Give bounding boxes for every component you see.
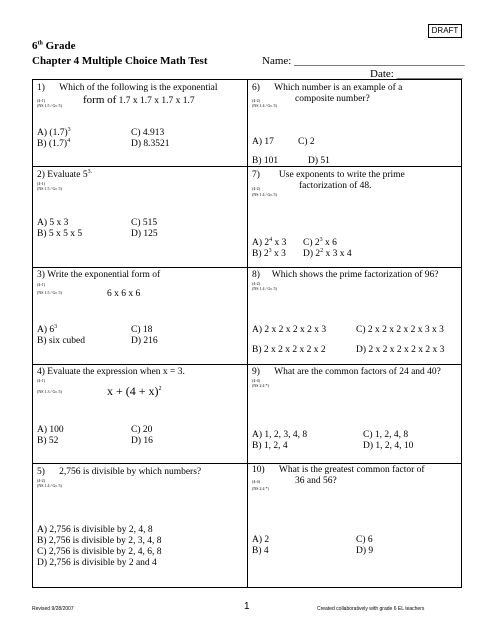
answer-d[interactable]: D) 1, 2, 4, 10 <box>363 441 414 451</box>
answer-d[interactable]: D) 51 <box>308 156 330 166</box>
answer-b[interactable]: B) 4 <box>252 546 269 556</box>
answer-d[interactable]: D) 2,756 is divisible by 2 and 4 <box>37 558 157 568</box>
answer-c[interactable]: C) 515 <box>131 218 158 228</box>
test-title: Chapter 4 Multiple Choice Math Test <box>32 55 208 67</box>
row-divider <box>33 364 461 365</box>
answer-d[interactable]: D) 125 <box>131 229 158 239</box>
answer-b[interactable]: B) 2,756 is divisible by 2, 3, 4, 8 <box>37 536 162 546</box>
answer-d[interactable]: D) $2^2$ x 3 x 4 <box>303 247 352 259</box>
answer-c[interactable]: C) 20 <box>131 425 153 435</box>
answer-c[interactable]: C) 1, 2, 4, 8 <box>363 430 409 440</box>
answer-b[interactable]: B) $(1.7)^4$ <box>37 137 71 149</box>
answer-c[interactable]: C) 2 <box>298 137 315 147</box>
answer-a[interactable]: A) $6^3$ <box>37 323 58 335</box>
page-number: 1 <box>244 601 250 612</box>
name-field[interactable]: Name: _______________________________ <box>262 55 465 67</box>
credit-line: Created collaboratively with grade 6 EL teachers <box>317 606 425 612</box>
answer-c[interactable]: C) 2 x 2 x 2 x 2 x 3 x 3 <box>356 325 444 335</box>
answer-a[interactable]: A) 2,756 is divisible by 2, 4, 8 <box>37 525 153 535</box>
answer-c[interactable]: C) 18 <box>131 325 153 335</box>
answer-b[interactable]: B) 5 x 5 x 5 <box>37 229 83 239</box>
answer-a[interactable]: A) 1, 2, 3, 4, 8 <box>252 430 308 440</box>
draft-badge: DRAFT <box>428 24 462 38</box>
answer-b[interactable]: B) six cubed <box>37 336 86 346</box>
answer-a[interactable]: A) 100 <box>37 425 64 435</box>
grade-heading: 6th Grade <box>32 40 76 52</box>
answer-d[interactable]: D) 2 x 2 x 2 x 2 x 2 x 3 <box>356 345 445 355</box>
answer-c[interactable]: C) 6 <box>356 535 373 545</box>
answer-c[interactable]: C) 2,756 is divisible by 2, 4, 6, 8 <box>37 547 162 557</box>
column-divider <box>247 80 248 587</box>
answer-a[interactable]: A) 2 x 2 x 2 x 2 x 3 <box>252 325 327 335</box>
answer-d[interactable]: D) 8.3521 <box>131 139 170 149</box>
answer-c[interactable]: C) 4.913 <box>131 128 165 138</box>
row-divider <box>33 166 461 167</box>
answer-b[interactable]: B) 101 <box>252 156 279 166</box>
answer-b[interactable]: B) 1, 2, 4 <box>252 441 288 451</box>
answer-b[interactable]: B) 52 <box>37 436 59 446</box>
answer-b[interactable]: B) $2^3$ x 3 <box>252 247 286 259</box>
answer-a[interactable]: A) $(1.7)^3$ <box>37 126 71 138</box>
answer-d[interactable]: D) 9 <box>356 546 374 556</box>
answer-c[interactable]: C) $2^3$ x 6 <box>303 236 337 248</box>
answer-d[interactable]: D) 216 <box>131 336 158 346</box>
row-divider <box>33 463 461 464</box>
date-field[interactable]: Date: ____________ <box>370 68 463 80</box>
revised-date: Revised 9/28/2007 <box>32 606 74 612</box>
row-divider <box>33 267 461 268</box>
answer-a[interactable]: A) 5 x 3 <box>37 218 69 228</box>
answer-a[interactable]: A) 2 <box>252 535 270 545</box>
answer-d[interactable]: D) 16 <box>131 436 153 446</box>
answer-b[interactable]: B) 2 x 2 x 2 x 2 x 2 <box>252 345 326 355</box>
answer-a[interactable]: A) 17 <box>252 137 274 147</box>
answer-a[interactable]: A) $2^4$ x 3 <box>252 236 287 248</box>
questions-table: 1) Which of the following is the exponential form of 1.7 x 1.7 x 1.7 x 1.7 (4-1) (NS 1.5 / Gr. 5) A) $(1.7)^3$ B) $(1.7)^4$ C) 4.913 D) 8.3521 2) Evaluate $5^{3.}$ (4-1) (NS 1.5 / Gr. 5) A) 5 x 3 B) 5 x 5 x 5 C) 515 D) 125 3) Write the exponential form of (4-1) (NS 1.5 / Gr. 5) 6 x 6 x 6 A) $6^3$ B) six cubed C) 18 D) 216 4) Evaluate the expression when x = 3. (4-1) (NS 1.3 / Gr. 5) $x + (4 + x)^2$ A) 100 B) 52 C) 20 D) 16 5) 2,756 is divisible by which numbers? (4-2) (NS 1.4 / Gr. 5) A) 2,756 is divisible by 2, 4, 8 B) 2,756 is divisible by 2, 3, 4, 8 C) 2,756 is divisible by 2, 4, 6, 8 D) 2,756 is divisible by 2 and 4 6) Which number is an example of a composite number? (4-2) (NS 1.4 / Gr. 5) A) 17 B) 101 C) 2 D) 51 7) Use exponents to write the prime factorization of 48. (4-2) (NS 1.4 / Gr. 5) A) $2^4$ x 3 B) $2^3$ x 3 C) $2^3$ x 6 D) $2^2$ x 3 x 4 8) Which shows the prime factorization of 96? (4-2) (NS 1.4 / Gr. 5) A) 2 x 2 x 2 x 2 x 3 B) 2 x 2 x 2 x 2 x 2 C) 2 x 2 x 2 x 2 x 3 x 3 D) 2 x 2 x 2 x 2 x 2 x 3 9) What are the common factors of 24 and 40? (4-4) (NS 2.4 *) A) 1, 2, 3, 4, 8 B) 1, 2, 4 C) 1, 2, 4, 8 D) 1, 2, 4, 10 10) What is the greatest common factor of 36 and 56? (4-4) (NS 2.4 *) A) 2 B) 4 C) 6 D) 9 <box>32 79 462 588</box>
